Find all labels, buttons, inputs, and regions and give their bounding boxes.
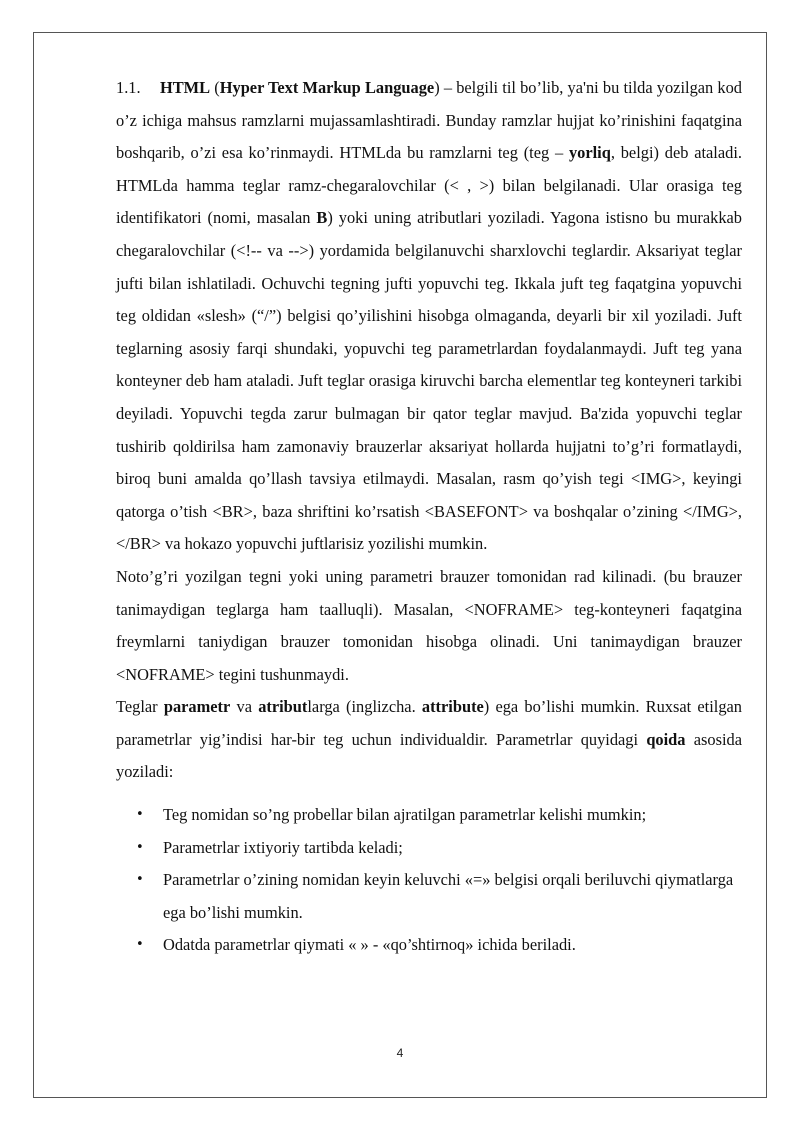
paragraph-html-definition	[116, 72, 742, 561]
section-number: 1.1.	[116, 78, 141, 97]
text-run: Teglar	[116, 697, 164, 717]
term-atribut: atribut	[258, 697, 308, 717]
list-item-text: Odatda parametrlar qiymati « » - «qo’shtirnoq» ichida beriladi.	[163, 935, 576, 955]
term-parametr: parametr	[163, 697, 231, 717]
list-item	[116, 929, 742, 962]
text-run: ) ega bo’lishi mumkin. Ruxsat etilgan parametrlar yig’indisi har-bir teg uchun individualdir. Parametrlar quyidagi	[116, 697, 742, 749]
term-b: B	[316, 208, 328, 228]
document-body	[116, 72, 742, 962]
list-item	[116, 864, 742, 929]
text-run: ) – belgili til bo’lib, ya'ni bu tilda yozilgan kod o’z ichiga mahsus ramzlarni mujassamlashtiradi. Bunday ramzlar hujjat ko’rinishini faqatgina boshqarib, o’zi esa ko’rinmaydi. HTMLda bu ramzlarni teg (teg –	[116, 78, 742, 163]
paragraph-parameters	[116, 691, 742, 789]
list-item	[116, 799, 742, 832]
text-run: ) yoki uning atributlari yoziladi. Yagona istisno bu murakkab chegaralovchilar (<!-- va -->) yordamida belgilanuvchi sharxlovchi teglardir. Aksariyat teglar jufti bilan ishlatiladi. Ochuvchi tegning jufti yopuvchi teg. Ikkala juft teg faqatgina yopuvchi teg oldidan «slesh» (“/”) belgisi qo’yilishini hisobga olmaganda, deyarli bir xil yoziladi. Juft teglarning asosiy farqi shundaki, yopuvchi teg parametrlardan foydalanmaydi. Juft teg yana konteyner deb ham ataladi. Juft teglar orasiga kiruvchi barcha elementlar teg konteyneri tarkibi deyiladi. Yopuvchi tegda zarur bulmagan bir qator teglar mavjud. Ba'zida yopuvchi teglar tushirib qoldirilsa ham zamonaviy brauzerlar aksariyat hollarda hujjatni to’g’ri formatlaydi, biroq buni amalda qo’llash tavsiya etilmaydi. Masalan, rasm qo’yish tegi <IMG>, keyingi qatorga o’tish <BR>, baza shriftini ko’rsatish <BASEFONT> va boshqalar o’zining </IMG>, </BR> va hokazo yopuvchi juftlarisiz yozilishi mumkin.	[116, 208, 742, 554]
list-item-text: Parametrlar ixtiyoriy tartibda keladi;	[163, 837, 403, 857]
bullet-icon: •	[136, 807, 144, 823]
term-yorliq: yorliq	[568, 143, 611, 163]
page-number: 4	[396, 1046, 404, 1060]
list-item	[116, 832, 742, 865]
text-run: larga (inglizcha.	[307, 697, 422, 717]
bullet-icon: •	[136, 872, 144, 888]
list-item-text: Parametrlar o’zining nomidan keyin keluvchi «=» belgisi orqali beriluvchi qiymatlarga ega bo’lishi mumkin.	[163, 870, 734, 922]
term-qoida: qoida	[646, 729, 686, 749]
bullet-icon: •	[136, 937, 144, 953]
bullet-icon: •	[136, 839, 144, 855]
term-full: Hyper Text Markup Language	[219, 78, 435, 97]
term-html: HTML	[160, 78, 211, 97]
paragraph-invalid-tags: Noto’g’ri yozilgan tegni yoki uning parametri brauzer tomonidan rad kilinadi. (bu brauzer tanimaydigan teglarga ham taalluqli). Masalan, <NOFRAME> teg-konteyneri faqatgina freymlarni taniydigan brauzer tomonidan hisobga olinadi. Uni tanimaydigan brauzer <NOFRAME> tegini tushunmaydi.	[116, 566, 742, 684]
text-run: (	[210, 78, 220, 97]
term-attribute: attribute	[421, 697, 484, 717]
list-item-text: Teg nomidan so’ng probellar bilan ajratilgan parametrlar kelishi mumkin;	[163, 805, 647, 825]
text-run: va	[230, 697, 259, 717]
text-run: asosida yoziladi:	[116, 729, 742, 782]
text-run: , belgi) deb ataladi. HTMLda hamma teglar ramz-chegaralovchilar (< , >) bilan belgilanadi. Ular orasiga teg identifikatori (nomi, masalan	[116, 143, 742, 228]
rules-list	[116, 799, 742, 962]
